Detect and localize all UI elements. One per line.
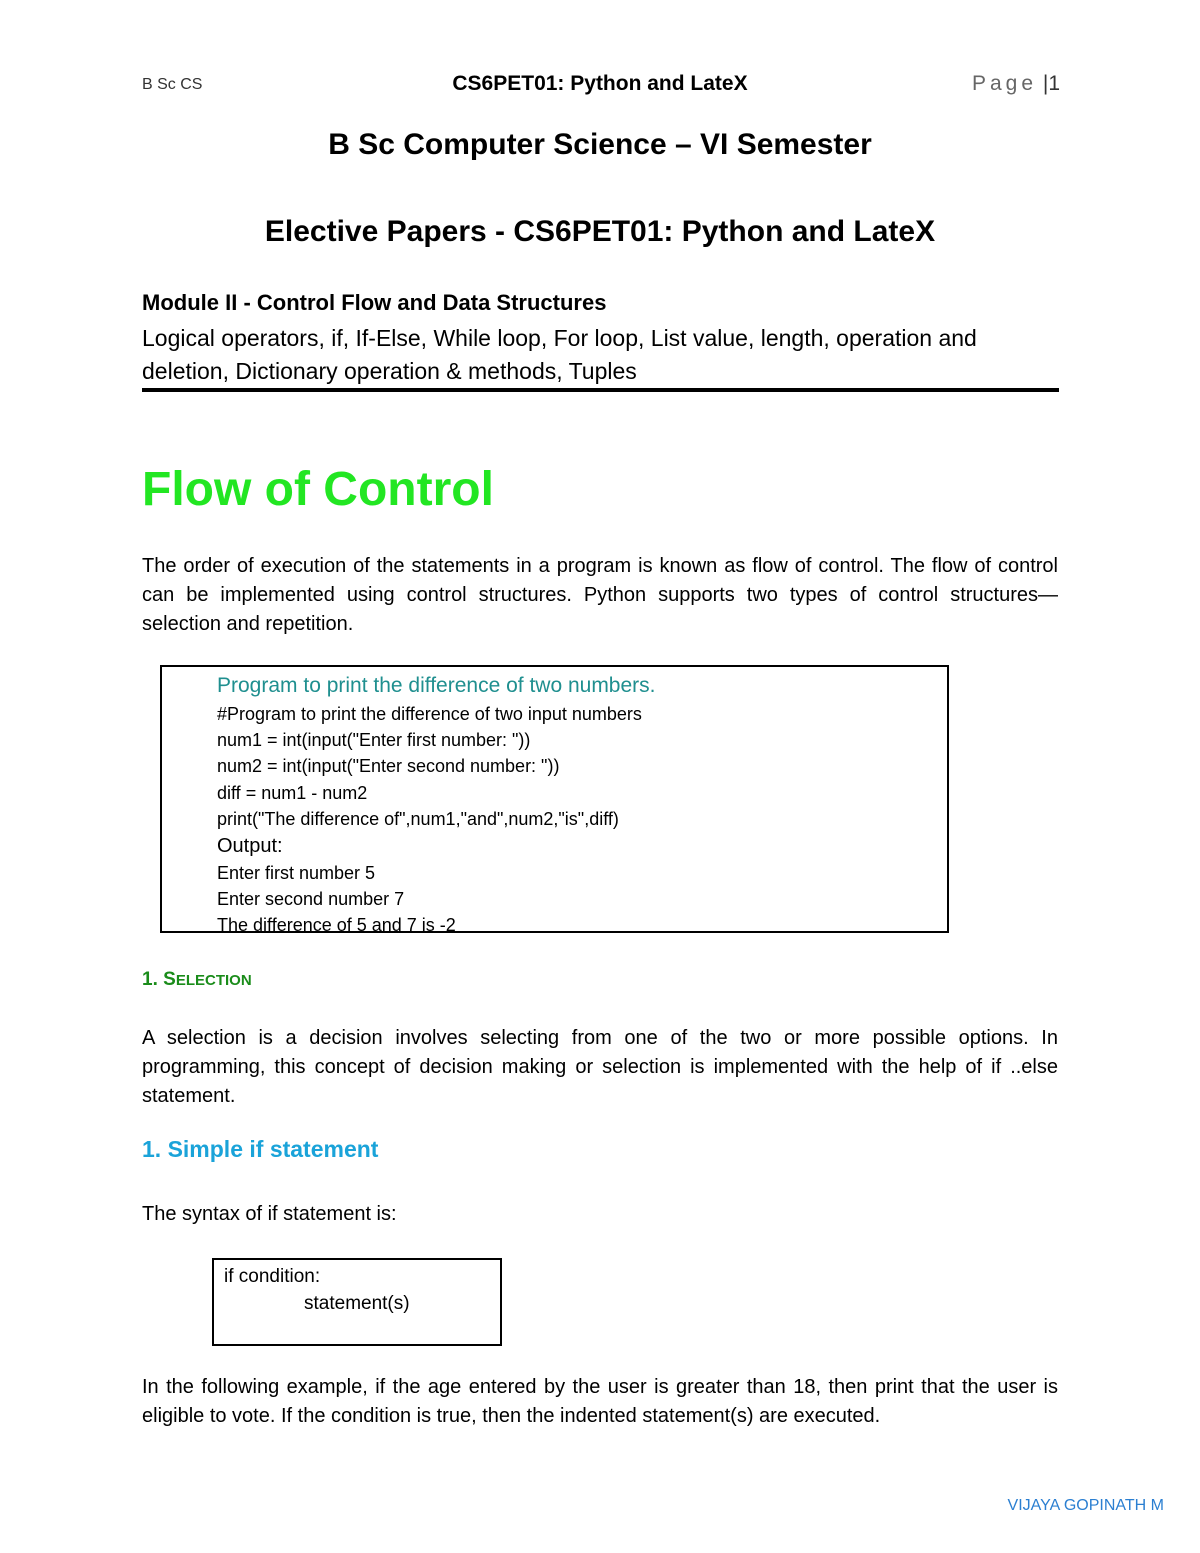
code-line: num2 = int(input("Enter second number: ")) <box>217 756 560 777</box>
if-syntax-box <box>212 1258 502 1346</box>
program-example-box <box>160 665 949 936</box>
output-label: Output: <box>217 835 283 858</box>
simple-if-heading: 1. Simple if statement <box>142 1136 379 1162</box>
page-word: Page <box>971 72 1037 95</box>
page-number-value: 1 <box>1048 72 1060 95</box>
program-title: Program to print the difference of two numbers. <box>217 674 656 697</box>
syntax-line-indented: statement(s) <box>304 1293 410 1314</box>
code-line: num1 = int(input("Enter first number: ")) <box>217 730 531 751</box>
selection-paragraph: A selection is a decision involves selecting from one of the two or more possible options. In programming, this concept of decision making or selection is implemented with the help of if ..else statement. <box>142 1027 1058 1107</box>
output-line: Enter second number 7 <box>217 889 405 910</box>
module-description: Logical operators, if, If-Else, While loop, For loop, List value, length, operation and deletion, Dictionary operation & methods, Tuples <box>142 325 977 384</box>
document-subtitle: Elective Papers - CS6PET01: Python and LateX <box>264 215 936 248</box>
flow-of-control-heading: Flow of Control <box>142 463 494 516</box>
header-course-title: CS6PET01: Python and LateX <box>452 72 748 95</box>
selection-heading-rest: ELECTION <box>175 972 252 989</box>
selection-heading-number: 1. S <box>142 969 176 990</box>
syntax-line: if condition: <box>224 1266 321 1287</box>
header-left-text: B Sc CS <box>142 76 203 93</box>
flow-of-control-paragraph: The order of execution of the statements in a program is known as flow of control. The flow of control can be implemented using control structures. Python supports two types of control structures—selection and repetition. <box>142 555 1058 635</box>
if-syntax-content <box>224 1263 410 1317</box>
syntax-lead-text: The syntax of if statement is: <box>142 1203 397 1225</box>
document-title: B Sc Computer Science – VI Semester <box>328 128 872 161</box>
horizontal-rule <box>142 388 1059 392</box>
code-line: #Program to print the difference of two input numbers <box>217 704 642 724</box>
output-line: The difference of 5 and 7 is -2 <box>217 915 456 936</box>
header-page-number <box>972 72 1060 96</box>
code-line: print("The difference of",num1,"and",num2,"is",diff) <box>217 808 619 829</box>
if-example-paragraph: In the following example, if the age entered by the user is greater than 18, then print that the user is eligible to vote. If the condition is true, then the indented statement(s) are executed. <box>142 1376 1058 1427</box>
footer-author: VIJAYA GOPINATH M <box>1007 1497 1164 1514</box>
code-line: diff = num1 - num2 <box>217 782 368 803</box>
output-line: Enter first number 5 <box>217 863 376 884</box>
page-separator: | <box>1042 72 1049 95</box>
module-heading: Module II - Control Flow and Data Structures <box>142 290 607 315</box>
selection-heading <box>142 969 252 991</box>
program-example-content <box>217 671 656 939</box>
